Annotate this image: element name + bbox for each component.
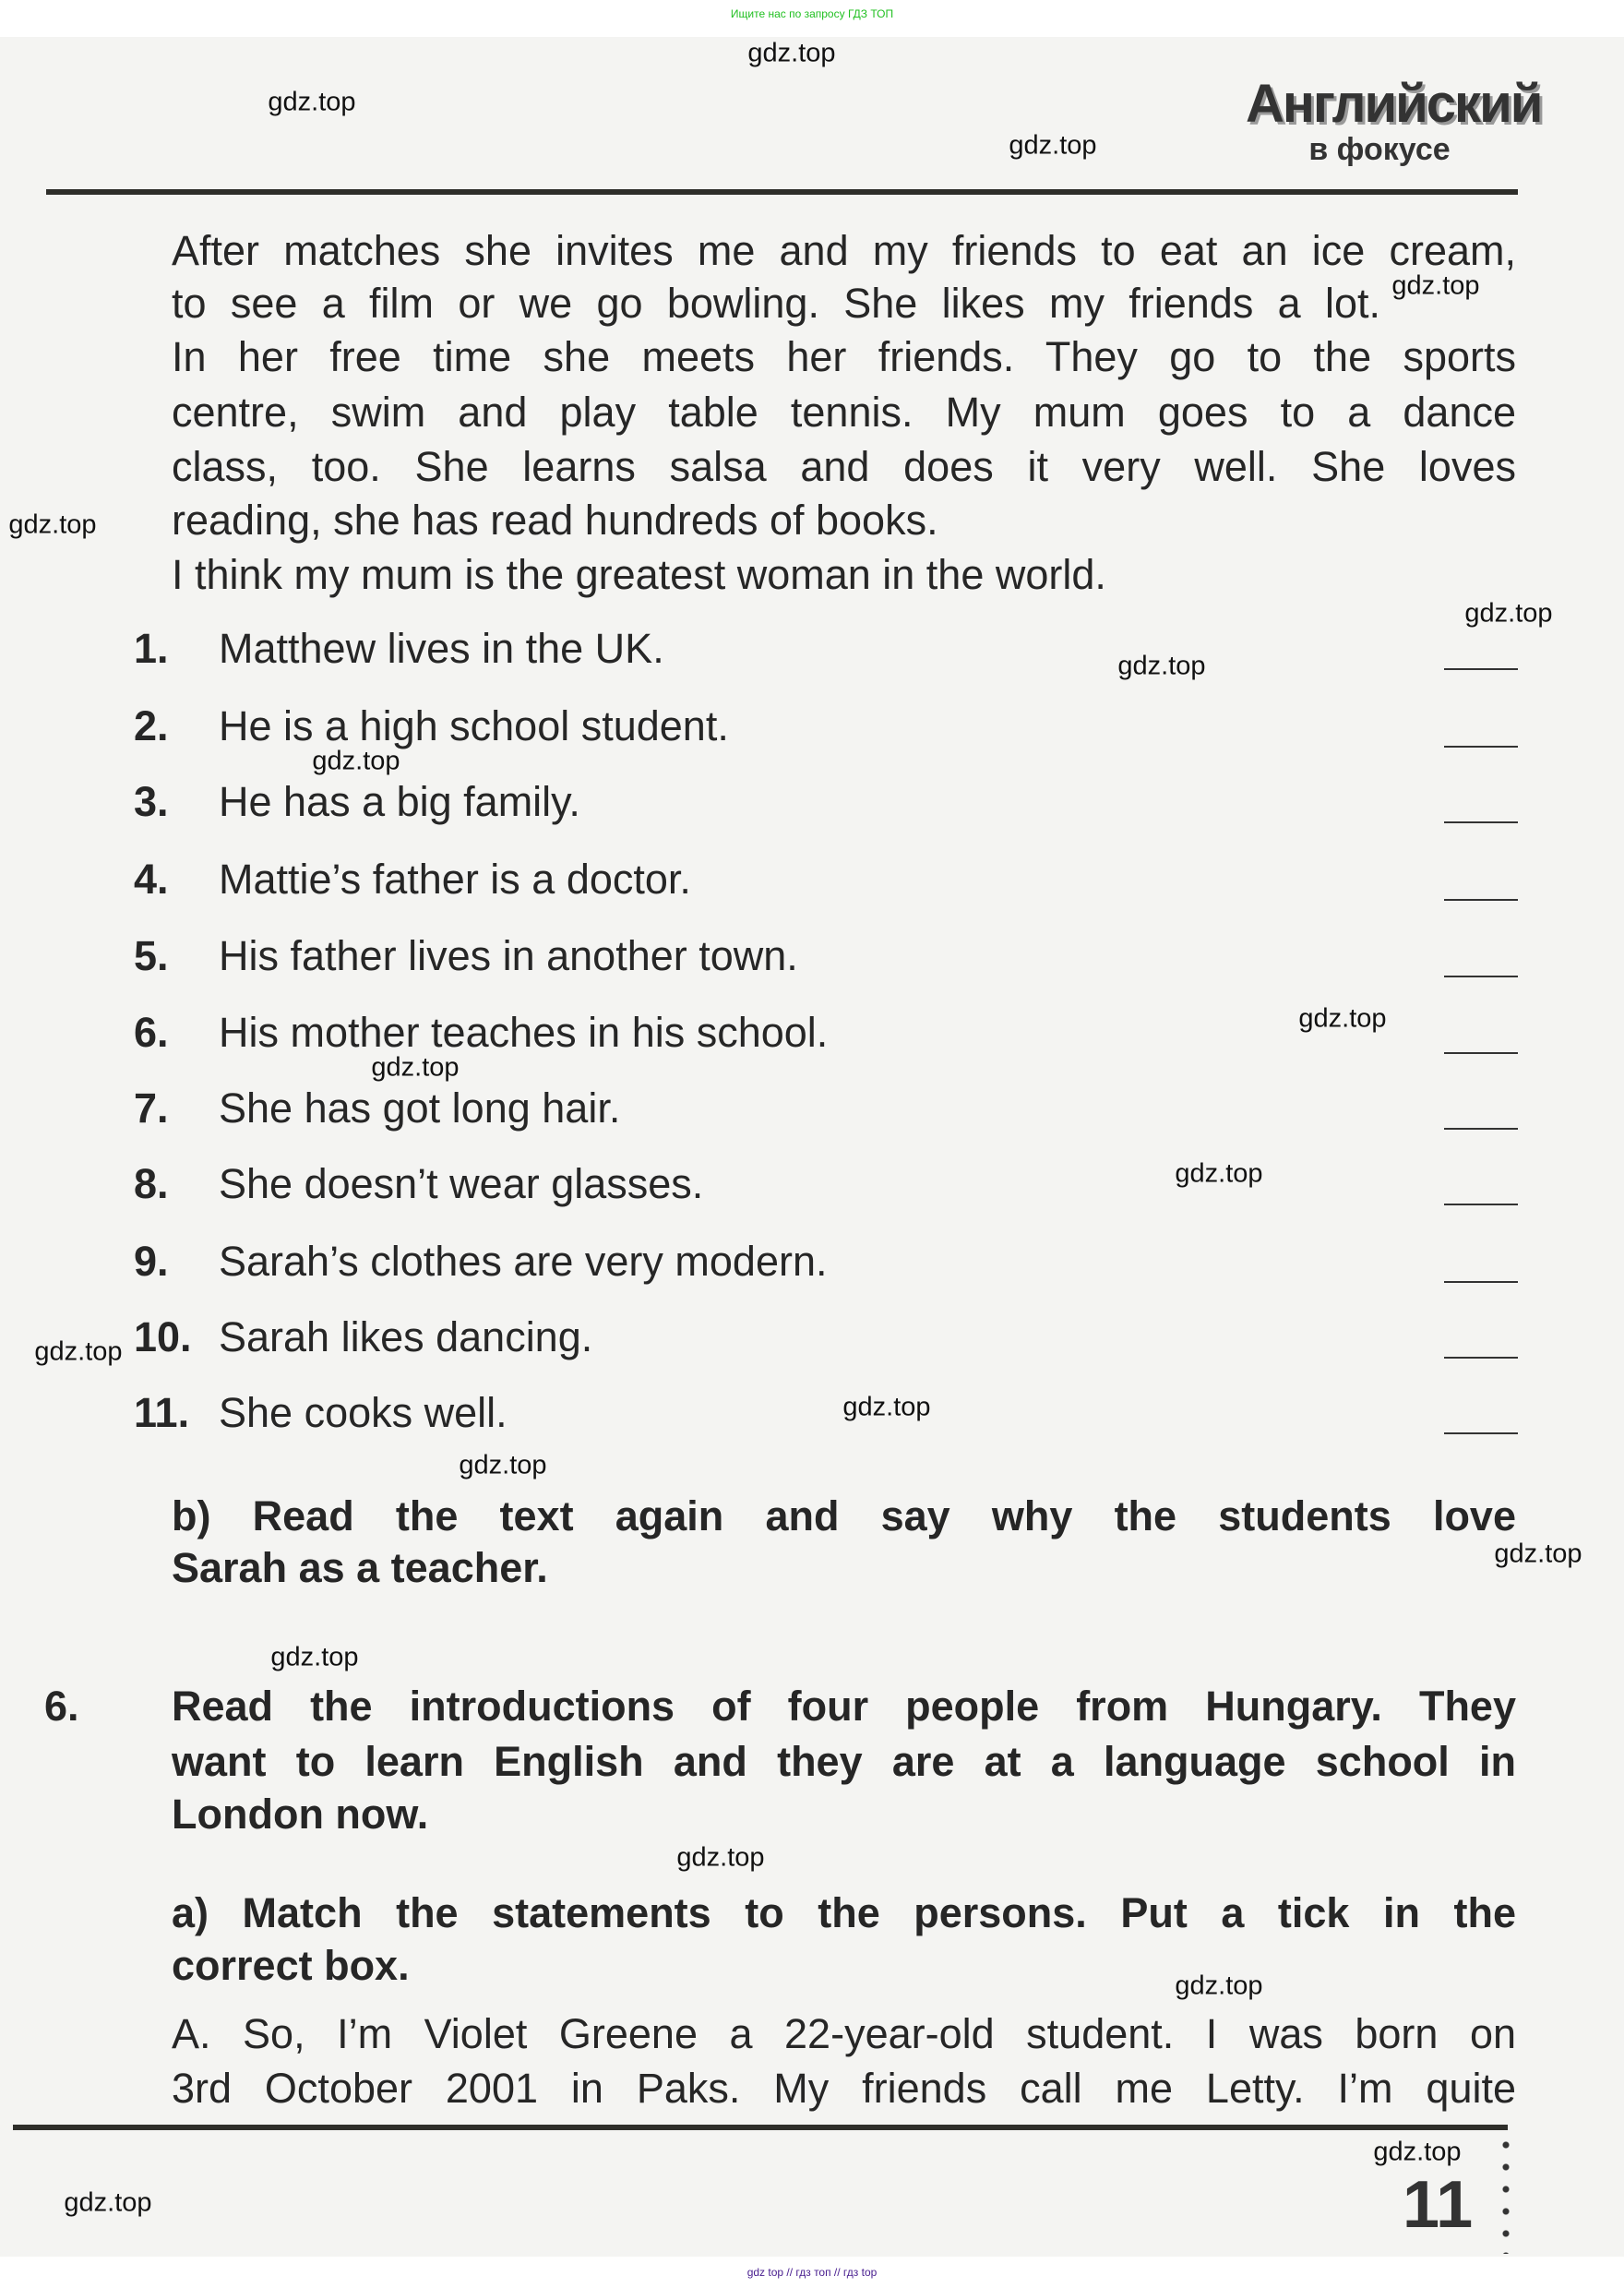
answer-line[interactable]: [1444, 1204, 1518, 1205]
answer-line[interactable]: [1444, 668, 1518, 670]
watermark: gdz.top: [1175, 1158, 1263, 1189]
text-a-line: A. So, I’m Violet Greene a 22-year-old student. I was born on: [172, 2010, 1516, 2057]
statement-item: [134, 1386, 1518, 1440]
statement-number: 3.: [134, 778, 169, 825]
watermark: gdz.top: [459, 1450, 547, 1480]
statement-number: 8.: [134, 1160, 169, 1207]
answer-line[interactable]: [1444, 976, 1518, 977]
answer-line[interactable]: [1444, 899, 1518, 901]
task6-line: want to learn English and they are at a language school in: [172, 1738, 1516, 1785]
statement-text: She cooks well.: [219, 1389, 508, 1436]
statement-item: [134, 775, 1518, 829]
watermark: gdz.top: [1175, 1971, 1263, 2001]
statement-text: His father lives in another town.: [219, 932, 798, 979]
watermark: gdz.top: [270, 1642, 359, 1672]
text-line: After matches she invites me and my friends to eat an ice cream,: [172, 227, 1516, 274]
text-line: to see a film or we go bowling. She likes my friends a lot.: [172, 280, 1380, 327]
statement-number: 10.: [134, 1313, 192, 1360]
logo-title: Английский: [1246, 74, 1542, 134]
statement-text: His mother teaches in his school.: [219, 1009, 829, 1056]
statement-text: Mattie’s father is a doctor.: [219, 856, 691, 903]
statement-item: [134, 1082, 1518, 1135]
watermark: gdz.top: [268, 87, 356, 117]
statement-item: [134, 853, 1518, 906]
watermark: gdz.top: [371, 1052, 460, 1083]
logo-subtitle: в фокусе: [1308, 132, 1451, 167]
task6a-line: correct box.: [172, 1942, 410, 1989]
task-b-line: b) Read the text again and say why the students love: [172, 1492, 1516, 1539]
logo: [1246, 74, 1542, 167]
text-line: I think my mum is the greatest woman in the world.: [172, 551, 1106, 598]
statement-number: 1.: [134, 625, 169, 672]
answer-line[interactable]: [1444, 746, 1518, 748]
statement-number: 6.: [134, 1009, 169, 1056]
answer-line[interactable]: [1444, 821, 1518, 823]
text-line: class, too. She learns salsa and does it very well. She loves: [172, 443, 1516, 490]
statement-text: Sarah’s clothes are very modern.: [219, 1238, 828, 1285]
statement-number: 4.: [134, 856, 169, 903]
statement-text: Sarah likes dancing.: [219, 1313, 593, 1360]
bottom-rule: [13, 2125, 1508, 2130]
top-rule: [46, 189, 1518, 195]
watermark: gdz.top: [64, 2187, 152, 2218]
statement-text: He has a big family.: [219, 778, 580, 825]
watermark: gdz.top: [676, 1842, 765, 1873]
watermark: gdz.top: [1464, 598, 1553, 629]
watermark: gdz.top: [1117, 651, 1206, 681]
top-note: Ищите нас по запросу ГДЗ ТОП: [730, 7, 894, 20]
statement-item: [134, 1157, 1518, 1211]
task-b-line: Sarah as a teacher.: [172, 1544, 548, 1591]
answer-line[interactable]: [1444, 1128, 1518, 1130]
statement-number: 11.: [134, 1389, 190, 1436]
text-line: In her free time she meets her friends. They go to the sports: [172, 333, 1516, 380]
watermark: gdz.top: [312, 746, 400, 776]
answer-line[interactable]: [1444, 1052, 1518, 1054]
statement-text: Matthew lives in the UK.: [219, 625, 664, 672]
dotted-margin: [1502, 2134, 1510, 2254]
watermark: gdz.top: [842, 1392, 931, 1422]
watermark: gdz.top: [747, 38, 836, 68]
task-number: 6.: [44, 1683, 79, 1730]
task6a-line: a) Match the statements to the persons. Put a tick in the: [172, 1889, 1516, 1936]
task6-line: London now.: [172, 1791, 429, 1838]
watermark: gdz.top: [34, 1336, 123, 1367]
statement-item: [134, 929, 1518, 983]
statement-number: 7.: [134, 1084, 169, 1132]
statement-text: He is a high school student.: [219, 702, 729, 749]
text-line: reading, she has read hundreds of books.: [172, 497, 938, 544]
statement-item: [134, 1311, 1518, 1364]
statement-text: She doesn’t wear glasses.: [219, 1160, 704, 1207]
page-number: 11: [1403, 2168, 1474, 2242]
watermark: gdz.top: [1009, 130, 1097, 161]
watermark: gdz.top: [1391, 270, 1480, 301]
answer-line[interactable]: [1444, 1357, 1518, 1359]
text-line: centre, swim and play table tennis. My mum goes to a dance: [172, 389, 1516, 436]
answer-line[interactable]: [1444, 1432, 1518, 1434]
statement-item: [134, 622, 1518, 676]
task6-line: Read the introductions of four people from Hungary. They: [172, 1683, 1516, 1730]
statement-item: [134, 1235, 1518, 1288]
statement-number: 2.: [134, 702, 169, 749]
statement-number: 5.: [134, 932, 169, 979]
watermark: gdz.top: [8, 509, 97, 540]
statement-item: [134, 700, 1518, 753]
statement-text: She has got long hair.: [219, 1084, 621, 1132]
statement-number: 9.: [134, 1238, 169, 1285]
watermark: gdz.top: [1494, 1539, 1582, 1569]
answer-line[interactable]: [1444, 1281, 1518, 1283]
text-a-line: 3rd October 2001 in Paks. My friends call me Letty. I’m quite: [172, 2065, 1516, 2112]
watermark: gdz.top: [1298, 1003, 1387, 1034]
watermark: gdz.top: [1373, 2137, 1462, 2167]
bottom-note: gdz top // гдз топ // гдз top: [746, 2266, 878, 2279]
